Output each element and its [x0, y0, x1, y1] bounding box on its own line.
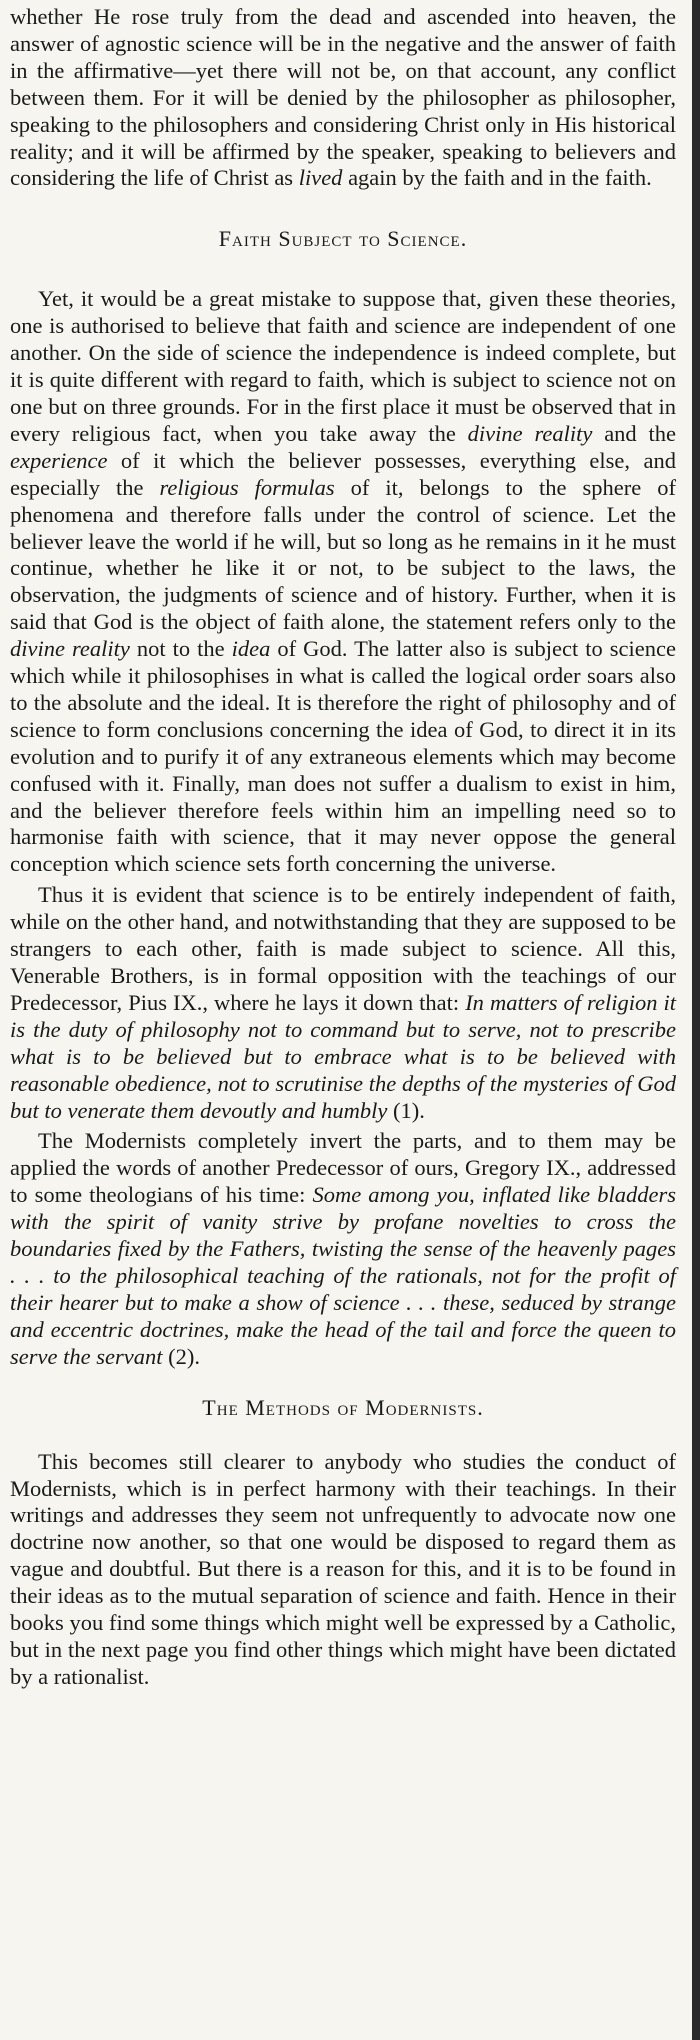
paragraph-gregory-ix: The Modernists completely invert the parts, and to them may be applied the words of another Predecessor of ours, Gregory IX., addressed to some theologians of his time: Some among you, inflated like bladders with the spirit of vanity strive by profane novelties to cross the boundaries fixed by the Fathers, twisting the sense of the heavenly pages . . . to the philosophical teaching of the rationals, not for the profit of their hearer but to make a show of science . . . these, seduced by strange and eccentric doctrines, make the head of the tail and force the queen to serve the servant (2).	[10, 1128, 676, 1369]
page-edge-shadow	[692, 0, 700, 2040]
section-heading-methods: The Methods of Modernists.	[202, 1394, 484, 1420]
paragraph-resurrection: whether He rose truly from the dead and ascended into heaven, the answer of agnostic science will be in the negative and the answer of faith in the affirmative—yet there will not be, on that account, any conflict between them. For it will be denied by the philosopher as philosopher, speaking to the philosophers and considering Christ only in His historical reality; and it will be affirmed by the speaker, speaking to believers and considering the life of Christ as lived again by the faith and in the faith.	[10, 4, 676, 191]
paragraph-faith-subject: Yet, it would be a great mistake to suppose that, given these theories, one is authorised to believe that faith and science are independent of one another. On the side of science the independence is indeed complete, but it is quite different with regard to faith, which is subject to science not on one but on three grounds. For in the first place it must be observed that in every religious fact, when you take away the divine reality and the experience of it which the believer possesses, everything else, and especially the religious formulas of it, belongs to the sphere of phenomena and therefore falls under the control of science. Let the believer leave the world if he will, but so long as he remains in it he must continue, whether he like it or not, to be subject to the laws, the observation, the judgments of science and of history. Further, when it is said that God is the object of faith alone, the statement refers only to the divine reality not to the idea of God. The latter also is subject to science which while it philosophises in what is called the logical order soars also to the absolute and the ideal. It is therefore the right of philosophy and of science to form conclusions concerning the idea of God, to direct it in its evolution and to purify it of any extraneous elements which may become confused with it. Finally, man does not suffer a dualism to exist in him, and the believer therefore feels within him an impelling need so to harmonise faith with science, that it may never oppose the general conception which science sets forth concerning the universe.	[10, 286, 677, 877]
paragraph-methods: This becomes still clearer to anybody who studies the conduct of Modernists, which is in perfect harmony with their teachings. In their writings and addresses they seem not unfrequently to advocate now one doctrine now another, so that one would be disposed to regard them as vague and doubtful. But there is a reason for this, and it is to be found in their ideas as to the mutual separation of science and faith. Hence in their books you find some things which might well be expressed by a Catholic, but in the next page you find other things which might have been dictated by a rationalist.	[10, 1448, 676, 1689]
section-heading-faith-subject: Faith Subject to Science.	[218, 226, 468, 252]
paragraph-pius-ix: Thus it is evident that science is to be entirely independent of faith, while on the other hand, and notwithstanding that they are supposed to be strangers to each other, faith is made subject to science. All this, Venerable Brothers, is in formal opposition with the teachings of our Predecessor, Pius IX., where he lays it down that: In matters of religion it is the duty of philosophy not to command but to serve, not to prescribe what is to be believed but to embrace what is to be believed with reasonable obedience, not to scrutinise the depths of the mysteries of God but to venerate them devoutly and humbly (1).	[10, 882, 676, 1123]
